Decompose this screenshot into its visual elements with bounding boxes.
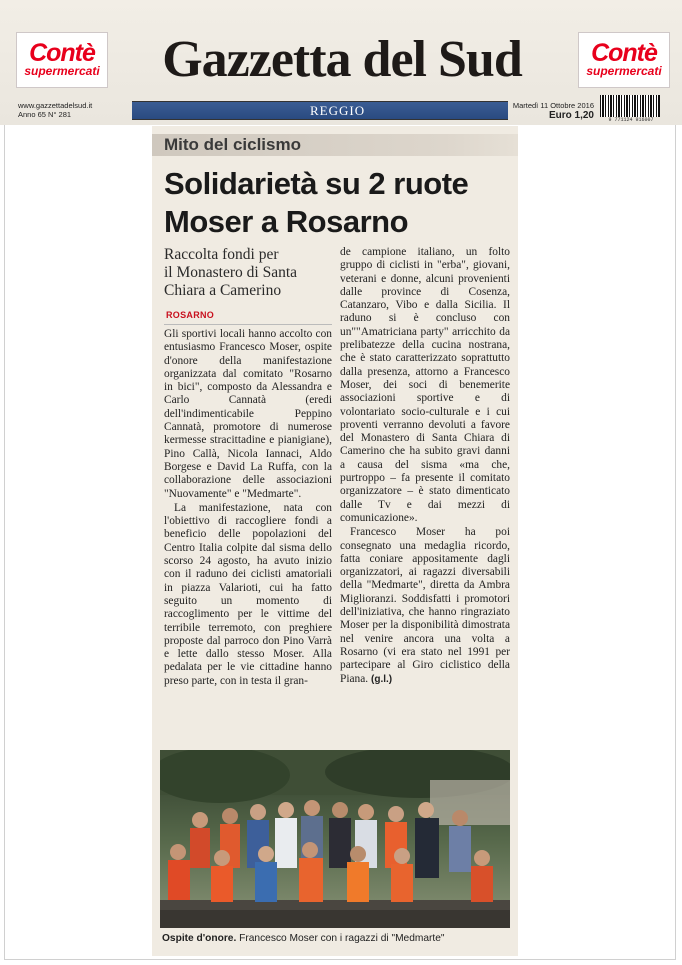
headline-line-2: Moser a Rosarno <box>164 204 409 239</box>
group-photo-illustration <box>160 750 510 928</box>
sponsor-logo-word: Contè <box>591 39 657 67</box>
issue-number: Anno 65 N° 281 <box>18 110 72 119</box>
article-column-left <box>164 246 332 688</box>
section-name: REGGIO <box>310 103 366 118</box>
sponsor-logo-right <box>578 32 670 88</box>
masthead-info-left <box>18 101 92 119</box>
divider <box>164 324 332 325</box>
sponsor-logo-sub: supermercati <box>24 64 100 78</box>
article-kicker: Mito del ciclismo <box>164 135 301 154</box>
masthead-info-right <box>510 101 594 122</box>
issue-date: Martedì 11 Ottobre 2016 <box>512 101 594 110</box>
section-bar <box>132 101 508 120</box>
article-clipping <box>152 126 518 956</box>
group-photo <box>160 750 510 928</box>
subhead-line: Raccolta fondi per <box>164 246 279 263</box>
subhead-line: Chiara a Camerino <box>164 282 282 299</box>
article-paragraph <box>340 526 510 686</box>
newspaper-title: Gazzetta del Sud <box>162 31 522 88</box>
sponsor-logo-left <box>16 32 108 88</box>
paragraph-text: Francesco Moser ha poi consegnato una medaglia ricordo, fatta coniare appositamente dagli organizzatori, ai ragazzi diversabili della "Medmarte", diretta da Ambra Miglioranzi. Soddisfatti i promotori dell'iniziativa, che hanno ringraziato Moser per la disponibilità dimostrata nel venire ancora una volta a Rosarno (vi era stato nel 1991 per partecipare al Giro ciclistico della Piana. <box>340 526 510 685</box>
barcode-icon <box>600 95 660 117</box>
subhead-line: il Monastero di Santa <box>164 264 298 281</box>
kicker-bar <box>152 134 518 156</box>
headline-line-1: Solidarietà su 2 ruote <box>164 166 469 201</box>
barcode-number: 9 771124 916007 <box>608 117 654 123</box>
sponsor-logo-word: Contè <box>29 39 95 67</box>
author-signature: (g.l.) <box>371 673 393 685</box>
photo-caption <box>162 932 510 946</box>
article-paragraph: La manifestazione, nata con l'obiettivo di raccogliere fondi a beneficio delle popolazioni del Centro Italia colpite dal sisma dello scorso 24 agosto, ha avuto inizio con il raduno dei ciclisti amatoriali in piazza Valarioti, cui ha fatto seguito un momento di raccoglimento per le vittime del terribile terremoto, con preghiere proposte dal parroco don Pino Varrà e lette dallo stesso Moser. Alla pedalata per le vie cittadine hanno preso parte, con in testa il gran- <box>164 501 332 687</box>
article-paragraph: Gli sportivi locali hanno accolto con entusiasmo Francesco Moser, ospite d'onore della manifestazione organizzata dal comitato "Rosarno in bici", composto da Alessandra e Carlo Cannatà (eredi dell'indimenticabile Peppino Cannatà, promotore di numerose kermesse stracittadine e pianigiane), Pino Callà, Nicola Iannaci, Aldo Borgese e David La Ruffa, con la collaborazione delle associazioni "Nuovamente" e "Medmarte". <box>164 328 332 500</box>
article-column-right <box>340 246 510 686</box>
article-paragraph: de campione italiano, un folto gruppo di ciclisti in "erba", giovani, veterani e donne, alcuni provenienti dalle province di Cosenza, Catanzaro, Vibo e dalla Sicilia. Il raduno si è concluso con un""Amatriciana party" arricchito da prelibatezze della cucina nostrana, che è stato caratterizzato soprattutto dalla presenza, attorno a Francesco Moser, dei soci di benemerite associazioni sportive e di volontariato socio-culturale e i cui proventi verranno devoluti a favore del Monastero di Santa Chiara di Camerino che ha subito gravi danni a causa del sisma «ma che, purtroppo – fa presente il comitato organizzatore – è stato dimenticato dalle Tv e dai mezzi di comunicazione». <box>340 246 510 524</box>
caption-lead: Ospite d'onore. <box>162 933 237 944</box>
issue-price: Euro 1,20 <box>548 110 594 121</box>
article-subhead <box>164 246 332 300</box>
article-dateline: ROSARNO <box>166 310 215 320</box>
caption-text: Francesco Moser con i ragazzi di "Medmarte" <box>236 933 445 944</box>
sponsor-logo-sub: supermercati <box>586 64 662 78</box>
masthead <box>0 0 682 125</box>
website-url: www.gazzettadelsud.it <box>18 101 93 110</box>
